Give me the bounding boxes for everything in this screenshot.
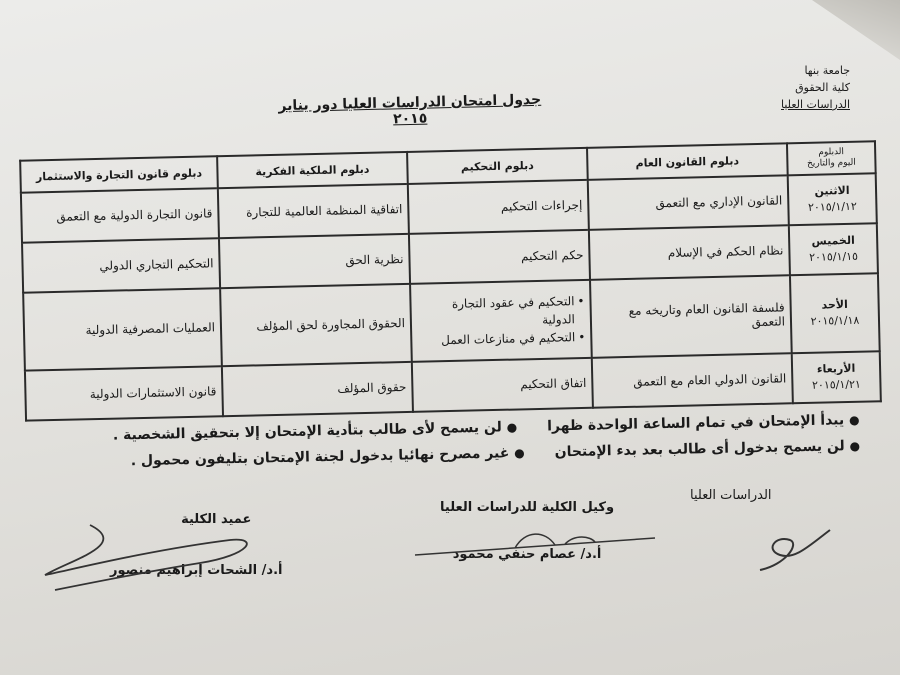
- day-label: الاثنين: [814, 183, 850, 198]
- bullet-icon: ●: [506, 420, 518, 435]
- note-item: [547, 412, 860, 435]
- day-date-cell: [792, 351, 881, 403]
- note-item: [554, 438, 860, 460]
- table-cell: التحكيم التجاري الدولي: [22, 238, 220, 292]
- signature-name: أ.د/ عصام حنفي محمود: [452, 547, 602, 562]
- bullet-list: [416, 292, 585, 350]
- bullet-icon: ●: [848, 412, 860, 428]
- signature-dept: [690, 488, 772, 503]
- table-cell: الحقوق المجاورة لحق المؤلف: [220, 283, 412, 366]
- list-item: • التحكيم في عقود التجارة الدولية: [416, 292, 585, 332]
- note-text: غير مصرح نهائيا بدخول لجنة الإمتحان بتليفون محمول .: [130, 445, 510, 470]
- corner-day-date-label: اليوم والتاريخ: [806, 157, 856, 169]
- department-name: الدراسات العليا: [781, 98, 850, 111]
- handwritten-signature-vice-dean: [405, 520, 675, 565]
- column-header: دبلوم القانون العام: [587, 143, 788, 180]
- handwritten-signature-dept: [740, 520, 850, 580]
- date-label: ٢٠١٥/١/١٥: [809, 249, 859, 264]
- date-label: ٢٠١٥/١/٢١: [811, 377, 861, 392]
- university-name: جامعة بنها: [804, 64, 850, 77]
- signature-title: عميد الكلية: [181, 512, 252, 527]
- table-cell: قانون الاستثمارات الدولية: [25, 366, 223, 420]
- bullet-icon: ●: [849, 438, 861, 454]
- note-item: [113, 419, 518, 443]
- table-cell: نظرية الحق: [219, 234, 410, 288]
- day-label: الأحد: [821, 297, 848, 312]
- table-cell: حكم التحكيم: [409, 230, 590, 284]
- exam-notes: [90, 412, 861, 480]
- table-cell: اتفاقية المنظمة العالمية للتجارة: [218, 184, 409, 238]
- bullet-icon: ●: [514, 445, 525, 461]
- table-cell: حقوق المؤلف: [222, 362, 413, 416]
- corner-header-cell: [787, 141, 876, 175]
- note-text: يبدأ الإمتحان في تمام الساعة الواحدة ظهرا: [546, 412, 845, 435]
- table-cell: العمليات المصرفية الدولية: [23, 288, 222, 371]
- handwritten-signature-dean: [30, 515, 283, 600]
- column-header: دبلوم الملكية الفكرية: [217, 152, 408, 188]
- corner-diploma-label: الدبلوم: [818, 147, 845, 158]
- day-date-cell: [789, 223, 878, 275]
- table-cell: [410, 279, 592, 362]
- exam-schedule-table: [19, 140, 880, 421]
- day-date-cell: [790, 273, 880, 354]
- table-cell: اتفاق التحكيم: [412, 358, 593, 412]
- list-item: • التحكيم في منازعات العمل: [417, 328, 585, 350]
- table-cell: نظام الحكم في الإسلام: [589, 225, 790, 279]
- signature-name: أ.د/ الشحات إبراهيم منصور: [110, 563, 283, 578]
- table-cell: فلسفة القانون العام وتاريخه مع التعمق: [590, 275, 792, 358]
- notes-row: [90, 438, 860, 470]
- table-cell: إجراءات التحكيم: [408, 180, 589, 234]
- page-corner-fold: [790, 0, 900, 60]
- faculty-name: كلية الحقوق: [795, 81, 850, 94]
- note-item: [131, 445, 525, 469]
- column-header: دبلوم قانون التجارة والاستثمار: [20, 156, 218, 192]
- date-label: ٢٠١٥/١/١٢: [807, 199, 857, 214]
- day-date-cell: [788, 173, 877, 225]
- institution-header: [781, 62, 850, 113]
- page-title: جدول امتحان الدراسات العليا دور يناير ٢٠١٥: [278, 91, 542, 128]
- date-label: ٢٠١٥/١/١٨: [810, 313, 860, 328]
- note-text: لن يسمح بدخول أى طالب بعد بدء الإمتحان: [554, 438, 845, 461]
- table-cell: القانون الدولي العام مع التعمق: [592, 353, 793, 407]
- table-cell: قانون التجارة الدولية مع التعمق: [21, 188, 219, 242]
- signature-title: الدراسات العليا: [690, 488, 772, 503]
- day-label: الخميس: [811, 233, 855, 248]
- day-label: الأربعاء: [816, 361, 856, 376]
- note-text: لن يسمح لأى طالب بتأدية الإمتحان إلا بتحقيق الشخصية .: [112, 419, 502, 444]
- signature-title: وكيل الكلية للدراسات العليا: [440, 500, 615, 515]
- column-header: دبلوم التحكيم: [407, 148, 588, 184]
- table-cell: القانون الإداري مع التعمق: [588, 175, 789, 229]
